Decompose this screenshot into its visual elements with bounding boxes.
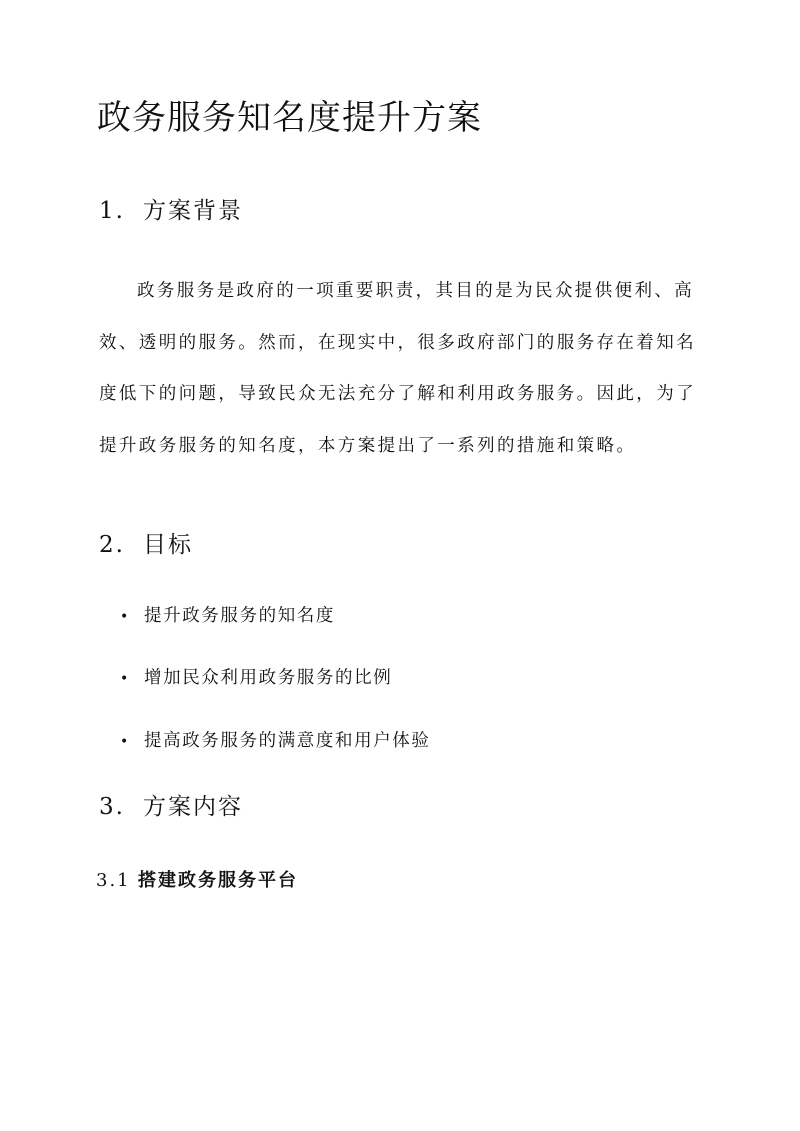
section-heading-background xyxy=(99,196,243,226)
list-item xyxy=(120,666,392,691)
subsection-heading xyxy=(96,868,298,894)
bullet-icon: • xyxy=(120,734,130,750)
list-item xyxy=(120,729,431,754)
bullet-icon: • xyxy=(120,671,130,687)
bullet-icon: • xyxy=(120,609,130,625)
section-heading-goals xyxy=(99,530,193,560)
document-title: 政务服务知名度提升方案 xyxy=(97,98,482,138)
list-item-text: 提高政务服务的满意度和用户体验 xyxy=(144,731,431,751)
subsection-title: 搭建政务服务平台 xyxy=(138,870,298,891)
background-paragraph: 政务服务是政府的一项重要职责，其目的是为民众提供便利、高效、透明的服务。然而，在现实中，很多政府部门的服务存在着知名度低下的问题，导致民众无法充分了解和利用政务服务。因此，为了提升政务服务的知名度，本方案提出了一系列的措施和策略。 xyxy=(99,281,696,456)
list-item-text: 增加民众利用政务服务的比例 xyxy=(144,668,393,688)
list-item xyxy=(120,604,335,629)
section-number: 1. xyxy=(99,198,125,224)
section-title: 目标 xyxy=(143,532,193,558)
section-title: 方案背景 xyxy=(143,198,243,224)
section-title: 方案内容 xyxy=(143,794,243,820)
section-number: 2. xyxy=(99,532,125,558)
section-number: 3. xyxy=(99,794,125,820)
subsection-number: 3.1 xyxy=(96,870,131,891)
list-item-text: 提升政务服务的知名度 xyxy=(144,606,335,626)
section-heading-content xyxy=(99,792,243,822)
